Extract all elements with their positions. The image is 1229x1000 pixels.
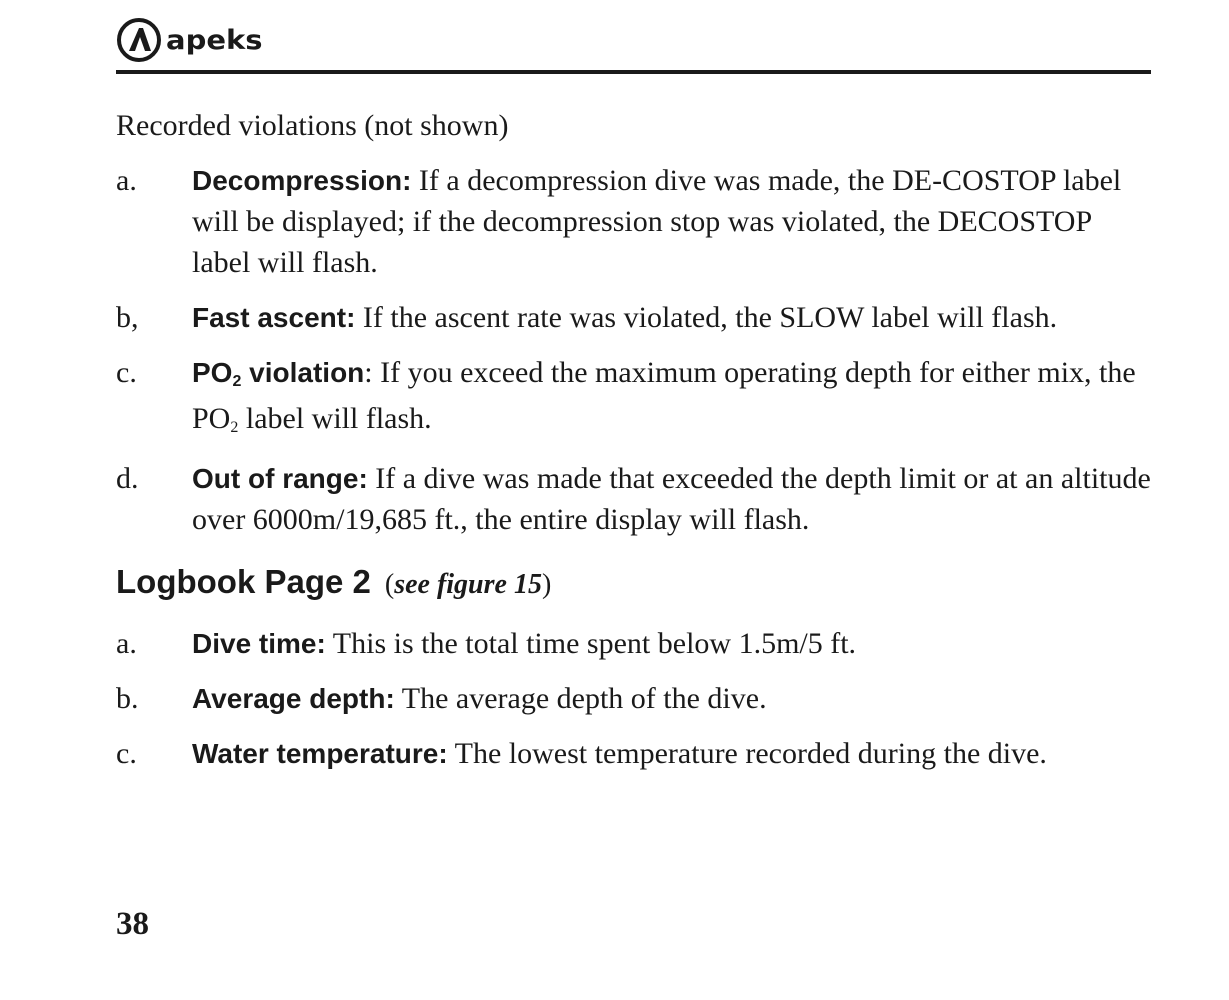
figure-reference-open: (: [384, 569, 395, 600]
figure-reference: [385, 569, 551, 600]
list-marker: c.: [116, 737, 137, 770]
section-title: Logbook Page 2: [116, 563, 371, 600]
apeks-logo: [116, 18, 263, 62]
list-item-body: [192, 623, 1156, 664]
list-marker: a.: [116, 164, 137, 197]
term-label: Average depth:: [192, 683, 395, 714]
term-label: Out of range:: [192, 463, 368, 494]
term-label-main: PO: [192, 357, 233, 388]
term-label: [192, 357, 364, 388]
logo-wordmark: apeks: [166, 23, 263, 56]
term-description: If the ascent rate was violated, the SLOW label will flash.: [355, 301, 1058, 334]
list-item-body: [192, 160, 1156, 283]
term-description-subscript: 2: [230, 419, 239, 436]
logbook-item-water-temperature: [116, 733, 1156, 774]
term-description: If a decompression dive was made, the DE-COSTOP label will be displayed; if the decompression stop was violated, the DECOSTOP label will flash.: [192, 164, 1122, 279]
term-label: Water temperature:: [192, 738, 448, 769]
list-item-body: [192, 458, 1156, 540]
violation-item-po2: [116, 352, 1156, 444]
term-description: The average depth of the dive.: [394, 682, 767, 715]
list-item-body: [192, 297, 1156, 338]
term-label: Dive time:: [192, 628, 326, 659]
page-number: 38: [116, 906, 149, 942]
term-description-part-a: : If you exceed the maximum operating depth for either mix, the PO: [192, 356, 1136, 435]
term-label-subscript: 2: [232, 373, 242, 390]
list-item-body: [192, 733, 1156, 774]
term-label: Decompression:: [192, 165, 412, 196]
apeks-emblem-icon: [116, 18, 162, 62]
header-rule: [116, 70, 1151, 74]
list-marker: c.: [116, 356, 137, 389]
main-content: [116, 106, 1156, 788]
term-description: If a dive was made that exceeded the depth limit or at an altitude over 6000m/19,685 ft., the entire display will flash.: [192, 462, 1151, 536]
page-header: [116, 18, 1151, 76]
list-marker: b.: [116, 682, 139, 715]
violation-item-decompression: [116, 160, 1156, 283]
term-label-rest: violation: [241, 357, 365, 388]
list-item-body: [192, 352, 1156, 444]
intro-text: Recorded violations (not shown): [116, 109, 509, 142]
term-description-part-b: label will flash.: [238, 402, 432, 435]
term-description: The lowest temperature recorded during the dive.: [447, 737, 1047, 770]
list-marker: d.: [116, 462, 139, 495]
term-description: This is the total time spent below 1.5m/5 ft.: [325, 627, 857, 660]
logbook-item-average-depth: [116, 678, 1156, 719]
section-heading-logbook-page-2: [116, 560, 1156, 611]
list-item-body: [192, 678, 1156, 719]
term-label: Fast ascent:: [192, 302, 356, 333]
figure-reference-text: see figure 15: [394, 569, 542, 600]
violation-item-out-of-range: [116, 458, 1156, 540]
logbook-item-dive-time: [116, 623, 1156, 664]
figure-reference-close: ): [541, 569, 552, 600]
violation-item-fast-ascent: [116, 297, 1156, 338]
list-marker: a.: [116, 627, 137, 660]
list-marker: b,: [116, 301, 139, 334]
